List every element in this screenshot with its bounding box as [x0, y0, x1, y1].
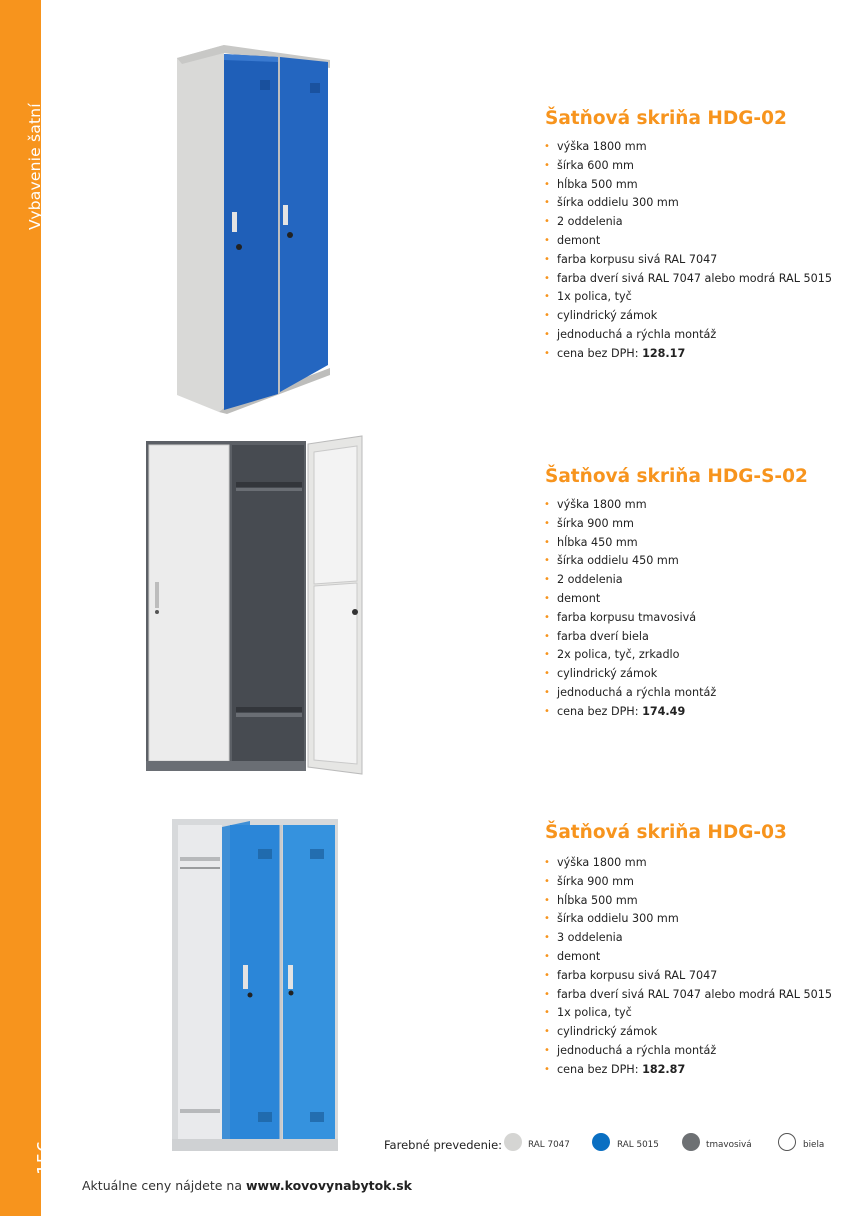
spec-item: • farba dverí sivá RAL 7047 alebo modrá RAL 5015 — [544, 271, 832, 285]
price: 128.17 — [642, 346, 686, 360]
swatch-label: RAL 7047 — [528, 1140, 570, 1150]
spec-item: • demont — [544, 949, 601, 963]
spec-item: • jednoduchá a rýchla montáž — [544, 327, 717, 341]
section-title: Vybavenie šatní — [26, 103, 44, 230]
spec-item: • šírka oddielu 450 mm — [544, 554, 679, 568]
price: 182.87 — [642, 1062, 686, 1076]
spec-item: • 2x polica, tyč, zrkadlo — [544, 648, 680, 662]
spec-item: • hĺbka 500 mm — [544, 893, 638, 907]
website-link[interactable]: www.kovovynabytok.sk — [246, 1178, 412, 1193]
swatch-dark-grey — [682, 1133, 700, 1151]
spec-list — [542, 854, 832, 1080]
locker-image-hdg-02 — [172, 40, 337, 415]
color-options-label: Farebné prevedenie: — [384, 1138, 503, 1152]
spec-item: • výška 1800 mm — [544, 856, 647, 869]
spec-item: • výška 1800 mm — [544, 498, 647, 511]
page-number: 156 — [34, 1140, 55, 1175]
spec-item: • farba korpusu tmavosivá — [544, 610, 697, 624]
spec-item: • šírka 600 mm — [544, 158, 634, 172]
spec-item: • farba dverí sivá RAL 7047 alebo modrá RAL 5015 — [544, 987, 832, 1001]
spec-item: • jednoduchá a rýchla montáž — [544, 685, 717, 699]
price-item: • cena bez DPH: 128.17 — [544, 346, 686, 360]
spec-item: • hĺbka 450 mm — [544, 535, 638, 549]
product-title: Šatňová skriňa HDG-S-02 — [545, 466, 808, 487]
spec-item: • 2 oddelenia — [544, 215, 623, 229]
price-item: • cena bez DPH: 182.87 — [544, 1062, 686, 1076]
spec-list — [542, 138, 832, 364]
price: 174.49 — [642, 704, 686, 718]
spec-item: • farba korpusu sivá RAL 7047 — [544, 252, 718, 266]
spec-item: • 2 oddelenia — [544, 573, 623, 587]
spec-item: • výška 1800 mm — [544, 140, 647, 153]
spec-item: • 1x polica, tyč — [544, 1006, 632, 1020]
spec-item: • farba korpusu sivá RAL 7047 — [544, 968, 718, 982]
swatch-ral-5015 — [592, 1133, 610, 1151]
spec-item: • 3 oddelenia — [544, 931, 623, 945]
color-options — [384, 1133, 844, 1157]
spec-item: • 1x polica, tyč — [544, 290, 632, 304]
spec-item: • hĺbka 500 mm — [544, 177, 638, 191]
sidebar — [0, 0, 55, 1216]
spec-item: • šírka 900 mm — [544, 874, 634, 888]
spec-item: • cylindrický zámok — [544, 309, 658, 323]
spec-list — [542, 496, 716, 722]
price-item: • cena bez DPH: 174.49 — [544, 704, 686, 718]
locker-image-hdg-03 — [170, 817, 342, 1155]
spec-item: • cylindrický zámok — [544, 1025, 658, 1039]
product-title: Šatňová skriňa HDG-03 — [545, 822, 787, 843]
swatch-label: RAL 5015 — [617, 1140, 659, 1150]
locker-image-hdg-s-02 — [144, 434, 366, 776]
product-title: Šatňová skriňa HDG-02 — [545, 108, 787, 129]
spec-item: • šírka oddielu 300 mm — [544, 196, 679, 210]
spec-item: • jednoduchá a rýchla montáž — [544, 1043, 717, 1057]
footer-note: Aktuálne ceny nájdete na www.kovovynabytok.sk — [82, 1178, 412, 1193]
swatch-label: biela — [803, 1140, 825, 1150]
swatch-label: tmavosivá — [706, 1140, 752, 1150]
spec-item: • farba dverí biela — [544, 629, 649, 643]
swatch-white — [778, 1133, 796, 1151]
spec-item: • demont — [544, 233, 601, 247]
spec-item: • šírka oddielu 300 mm — [544, 912, 679, 926]
spec-item: • cylindrický zámok — [544, 667, 658, 681]
spec-item: • šírka 900 mm — [544, 516, 634, 530]
spec-item: • demont — [544, 591, 601, 605]
swatch-ral-7047 — [504, 1133, 522, 1151]
